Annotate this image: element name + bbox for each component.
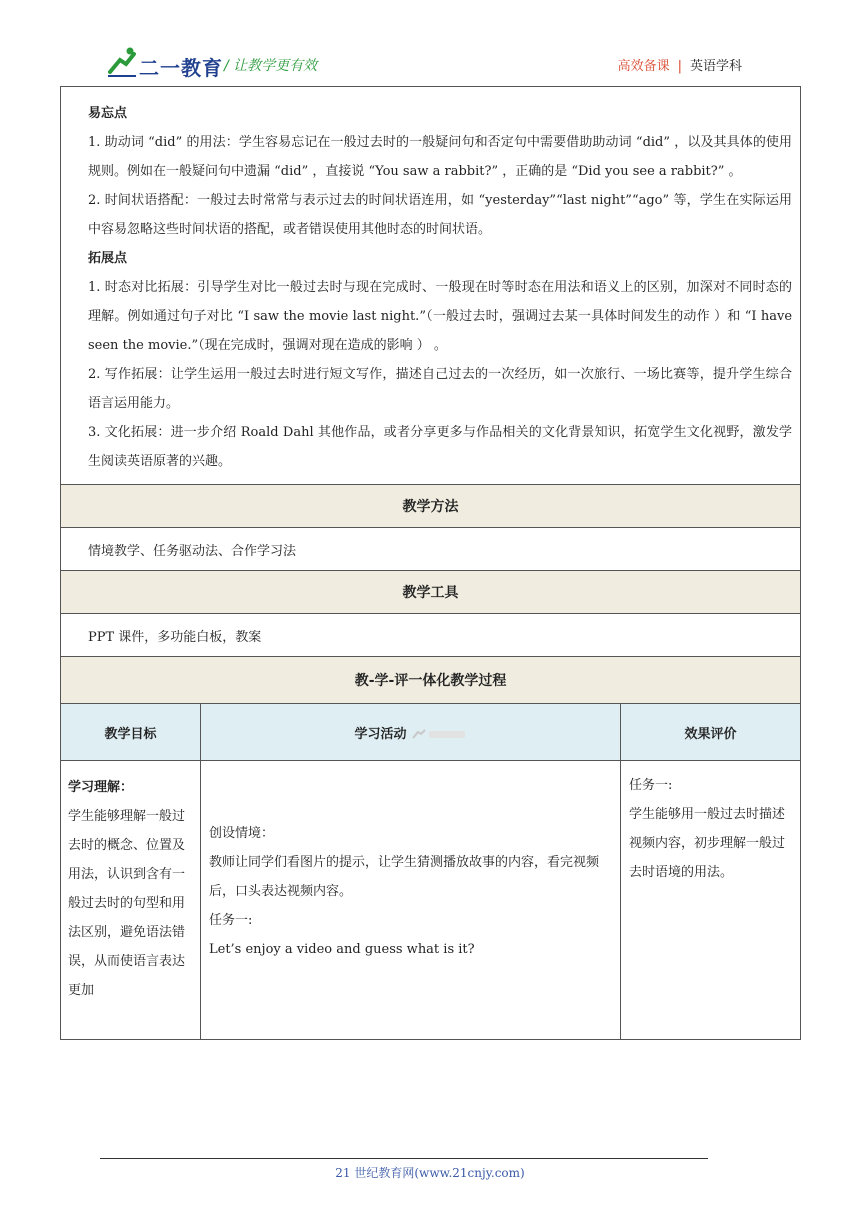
eval-line-2: 学生能够用一般过去时描述视频内容，初步理解一般过去时语境的用法。 — [629, 807, 786, 880]
header-separator: | — [677, 59, 682, 74]
extend-heading: 拓展点 — [88, 251, 128, 266]
goal-title: 学习理解： — [68, 780, 134, 795]
watermark-logo-icon — [411, 728, 467, 740]
page-header — [0, 0, 860, 86]
footer-text: 21 世纪教育网(www.21cnjy.com) — [335, 1166, 525, 1180]
forget-heading: 易忘点 — [88, 106, 128, 121]
process-heading: 教-学-评一体化教学过程 — [61, 657, 801, 704]
header-subject — [618, 55, 742, 74]
notes-cell — [61, 87, 801, 485]
methods-heading: 教学方法 — [61, 485, 801, 528]
header-label-subject: 英语学科 — [689, 59, 742, 74]
goal-cell — [61, 761, 201, 1040]
methods-text: 情境教学、任务驱动法、合作学习法 — [61, 528, 801, 571]
tools-heading: 教学工具 — [61, 571, 801, 614]
eval-line-1: 任务一: — [629, 778, 673, 793]
column-activity-header — [201, 704, 621, 761]
column-goal-header: 教学目标 — [61, 704, 201, 761]
column-activity-label: 学习活动 — [354, 726, 407, 742]
tools-text: PPT 课件，多功能白板，教案 — [61, 614, 801, 657]
activity-line-4: Let’s enjoy a video and guess what is it? — [209, 942, 475, 957]
extend-point-1: 1. 时态对比拓展：引导学生对比一般过去时与现在完成时、一般现在时等时态在用法和语义上的区别，加深对不同时态的理解。例如通过句子对比 “I saw the movie last night.”（一般过去时，强调过去某一具体时间发生的动作 ）和 “I have seen the movie.”（现在完成时，强调对现在造成的影响 ） 。 — [88, 280, 793, 353]
footer-divider — [100, 1158, 708, 1159]
logo-text: 二一教育 — [139, 56, 223, 80]
eval-cell — [621, 761, 801, 1040]
extend-point-2: 2. 写作拓展：让学生运用一般过去时进行短文写作，描述自己过去的一次经历，如一次旅行、一场比赛等，提升学生综合语言运用能力。 — [88, 367, 793, 411]
activity-line-1: 创设情境： — [209, 826, 275, 841]
goal-text: 学生能够理解一般过去时的概念、位置及用法，认识到含有一般过去时的句型和用法区别，避免语法错误，从而使语言表达更加 — [68, 809, 186, 998]
activity-line-3: 任务一: — [209, 913, 253, 928]
activity-line-2: 教师让同学们看图片的提示，让学生猜测播放故事的内容，看完视频后，口头表达视频内容。 — [209, 855, 600, 899]
forget-point-1: 1. 助动词 “did” 的用法：学生容易忘记在一般过去时的一般疑问句和否定句中需要借助助动词 “did” ，以及其具体的使用规则。例如在一般疑问句中遗漏 “did” ，直接说 “You saw a rabbit?” ，正确的是 “Did you see a rabbit?” 。 — [88, 135, 793, 179]
header-label-prep: 高效备课 — [617, 59, 670, 74]
extend-point-3: 3. 文化拓展：进一步介绍 Roald Dahl 其他作品，或者分享更多与作品相关的文化背景知识，拓宽学生文化视野，激发学生阅读英语原著的兴趣。 — [88, 425, 793, 469]
lesson-plan-table — [60, 86, 801, 1040]
slogan: / 让教学更有效 — [224, 58, 318, 74]
column-eval-header: 效果评价 — [621, 704, 801, 761]
forget-point-2: 2. 时间状语搭配：一般过去时常常与表示过去的时间状语连用，如 “yesterday”“last night”“ago” 等，学生在实际运用中容易忽略这些时间状语的搭配，或者错误使用其他时态的时间状语。 — [88, 193, 793, 237]
activity-cell — [201, 761, 621, 1040]
